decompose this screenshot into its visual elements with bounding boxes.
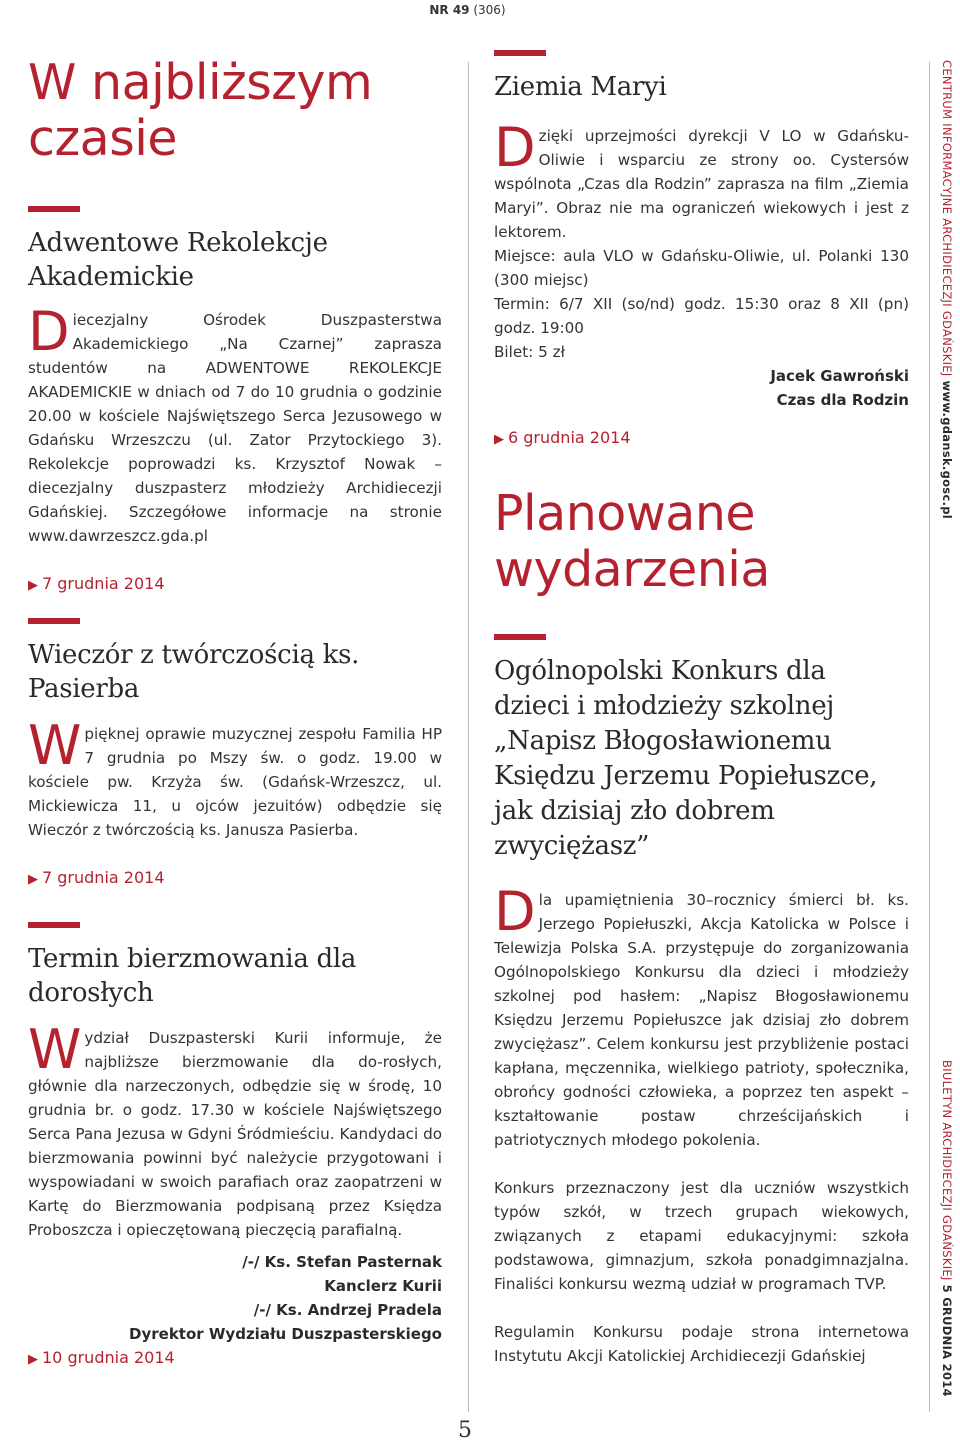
dropcap: W: [28, 714, 82, 777]
article-text: pięknej oprawie muzycznej zespołu Familia HP 7 grudnia po Mszy św. o godz. 19.00 w kościele pw. Krzyża św. (Gdańsk-Wrzeszcz, ul. Mickiewicza 11, u ojców jezuitów) odbędzie się Wieczór z twórczością ks. Janusza Pasierba.: [28, 725, 442, 839]
signature-role-director: Dyrektor Wydziału Duszpasterskiego: [129, 1325, 442, 1343]
article-body-contest-3: Regulamin Konkursu podaje strona internetowa Instytutu Akcji Katolickiej Archidiecezji Gdańskiej: [494, 1323, 909, 1365]
signature-gawronski: Jacek Gawroński: [770, 367, 909, 385]
issue-number: [0, 3, 935, 17]
article-title-ziemia-maryi: Ziemia Maryi: [494, 72, 667, 102]
side-label-bulletin: BIULETYN ARCHIDIECEZJI GDAŃSKIEJ: [940, 1060, 954, 1281]
section-heading-upcoming: [28, 55, 442, 167]
section-heading-planned: [494, 486, 909, 598]
side-label-top-text: [940, 60, 954, 519]
signature-pasternak: /-/ Ks. Stefan Pasternak: [242, 1253, 442, 1271]
event-date-text: 7 grudnia 2014: [42, 868, 165, 887]
side-label-bottom-text: [940, 1060, 954, 1397]
event-date: [28, 572, 442, 598]
triangle-right-icon: ▶: [494, 432, 504, 447]
heading-line-1: Planowane: [494, 485, 756, 542]
article-body-contest-2: Konkurs przeznaczony jest dla uczniów wszystkich typów szkół, w trzech grupach wiekowych, związanych z etapami edukacyjnymi: szkoła podstawowa, gimnazjum, szkoła ponadgimnazjalna. Finaliści konkursu wezmą udział w programach TVP.: [494, 1179, 909, 1293]
left-column: [28, 55, 442, 1372]
dropcap: D: [494, 880, 536, 943]
article-body-advent-retreat: [28, 300, 442, 548]
accent-bar: [28, 206, 80, 212]
accent-bar: [494, 50, 546, 56]
article-title-contest: Ogólnopolski Konkurs dla dzieci i młodzieży szkolnej „Napisz Błogosławionemu Księdzu Jerzemu Popiełuszce, jak dzisiaj zło dobrem zwyciężasz”: [494, 656, 878, 861]
triangle-right-icon: ▶: [28, 578, 38, 593]
article-title-confirmation: Termin bierzmowania dla dorosłych: [28, 944, 357, 1008]
event-date: [28, 866, 442, 892]
article-text: zięki uprzejmości dyrekcji V LO w Gdańsku-Oliwie i wsparciu ze strony oo. Cystersów wspólnota „Czas dla Rodzin” zaprasza na film „Ziemia Maryi”. Obraz nie ma ograniczeń wiekowych i jest z lektorem.: [494, 127, 909, 241]
event-date-text: 6 grudnia 2014: [508, 428, 631, 447]
right-edge-rule: [929, 62, 930, 1412]
heading-line-2: czasie: [28, 110, 177, 167]
side-label-url: www.gdansk.gosc.pl: [940, 380, 954, 520]
dropcap: W: [28, 1018, 82, 1081]
article-text: ydział Duszpasterski Kurii informuje, że najbliższe bierzmowanie dla do-rosłych, głównie dla narzeczonych, odbędzie się w środę, 10 grudnia br. o godz. 17.30 w kościele Najświętszego Serca Pana Jezusa w Gdyni Śródmieściu. Kandydaci do bierzmowania powinni być należycie przygotowani i wyspowiadani w swoich parafiach oraz zaopatrzeni w Kartę do Bierzmowania podpisaną przez Księdza Proboszcza i opieczętowaną pieczęcią parafialną.: [28, 1029, 442, 1239]
accent-bar: [28, 618, 80, 624]
event-date: [494, 426, 909, 452]
left-column-rule: [468, 62, 469, 1412]
article-body-pasierb-evening: [28, 714, 442, 842]
article-title-pasierb-evening: Wieczór z twórczością ks. Pasierba: [28, 640, 360, 704]
dropcap: D: [494, 116, 536, 179]
article-body-contest-1: [494, 880, 909, 1152]
article-body-ziemia-maryi: [494, 116, 909, 244]
dropcap: D: [28, 300, 70, 363]
article-title-advent-retreat: Adwentowe Rekolekcje Akademickie: [28, 228, 328, 292]
event-term: Termin: 6/7 XII (so/nd) godz. 15:30 oraz 8 XII (pn) godz. 19:00: [494, 295, 909, 337]
issue-number-rest: (306): [469, 3, 506, 17]
accent-bar: [494, 634, 546, 640]
right-column: [494, 50, 909, 1368]
issue-number-bold: NR 49: [429, 3, 470, 17]
signature-pradela: /-/ Ks. Andrzej Pradela: [253, 1301, 442, 1319]
article-text: iecezjalny Ośrodek Duszpasterstwa Akademickiego „Na Czarnej” zaprasza studentów na ADWENTOWE REKOLEKCJE AKADEMICKIE w dniach od 7 do 10 grudnia o godzinie 20.00 w kościele Najświętszego Serca Jezusowego w Gdańsku Wrzeszczu (ul. Zator Przytockiego 3). Rekolekcje poprowadzi ks. Krzysztof Nowak – diecezjalny duszpasterz młodzieży Archidiecezji Gdańskiej. Szczegółowe informacje na stronie www.dawrzeszcz.gda.pl: [28, 311, 442, 545]
triangle-right-icon: ▶: [28, 1352, 38, 1367]
signature-organization: Czas dla Rodzin: [776, 391, 909, 409]
accent-bar: [28, 922, 80, 928]
article-body-confirmation: [28, 1018, 442, 1242]
event-date-text: 10 grudnia 2014: [42, 1348, 175, 1367]
heading-line-1: W najbliższym: [28, 54, 373, 111]
event-ticket: Bilet: 5 zł: [494, 343, 565, 361]
side-label-center: CENTRUM INFORMACYJNE ARCHIDIECEZJI GDAŃSKIEJ: [940, 60, 954, 377]
event-date: [28, 1346, 442, 1372]
page-number: 5: [458, 1418, 472, 1443]
signature-role-chancellor: Kanclerz Kurii: [324, 1277, 442, 1295]
event-date-text: 7 grudnia 2014: [42, 574, 165, 593]
side-label-date: 5 GRUDNIA 2014: [940, 1284, 954, 1397]
article-text: la upamiętnienia 30–rocznicy śmierci bł. ks. Jerzego Popiełuszki, Akcja Katolicka w Polsce i Telewizja Polska S.A. przystępuje do zorganizowania Ogólnopolskiego Konkursu dla dzieci i młodzieży szkolnej pod hasłem: „Napisz Błogosławionemu Księdzu Jerzemu Popiełuszce jak dzisiaj zło dobrem zwyciężasz”. Celem konkursu jest przybliżenie postaci kapłana, męczennika, wielkiego patrioty, społecznika, obrońcy godności człowieka, a poprzez ten aspekt – kształtowanie postaw chrześcijańskich i patriotycznych młodego pokolenia.: [494, 891, 909, 1149]
triangle-right-icon: ▶: [28, 872, 38, 887]
event-venue: Miejsce: aula VLO w Gdańsku-Oliwie, ul. Polanki 130 (300 miejsc): [494, 247, 909, 289]
heading-line-2: wydarzenia: [494, 541, 770, 598]
